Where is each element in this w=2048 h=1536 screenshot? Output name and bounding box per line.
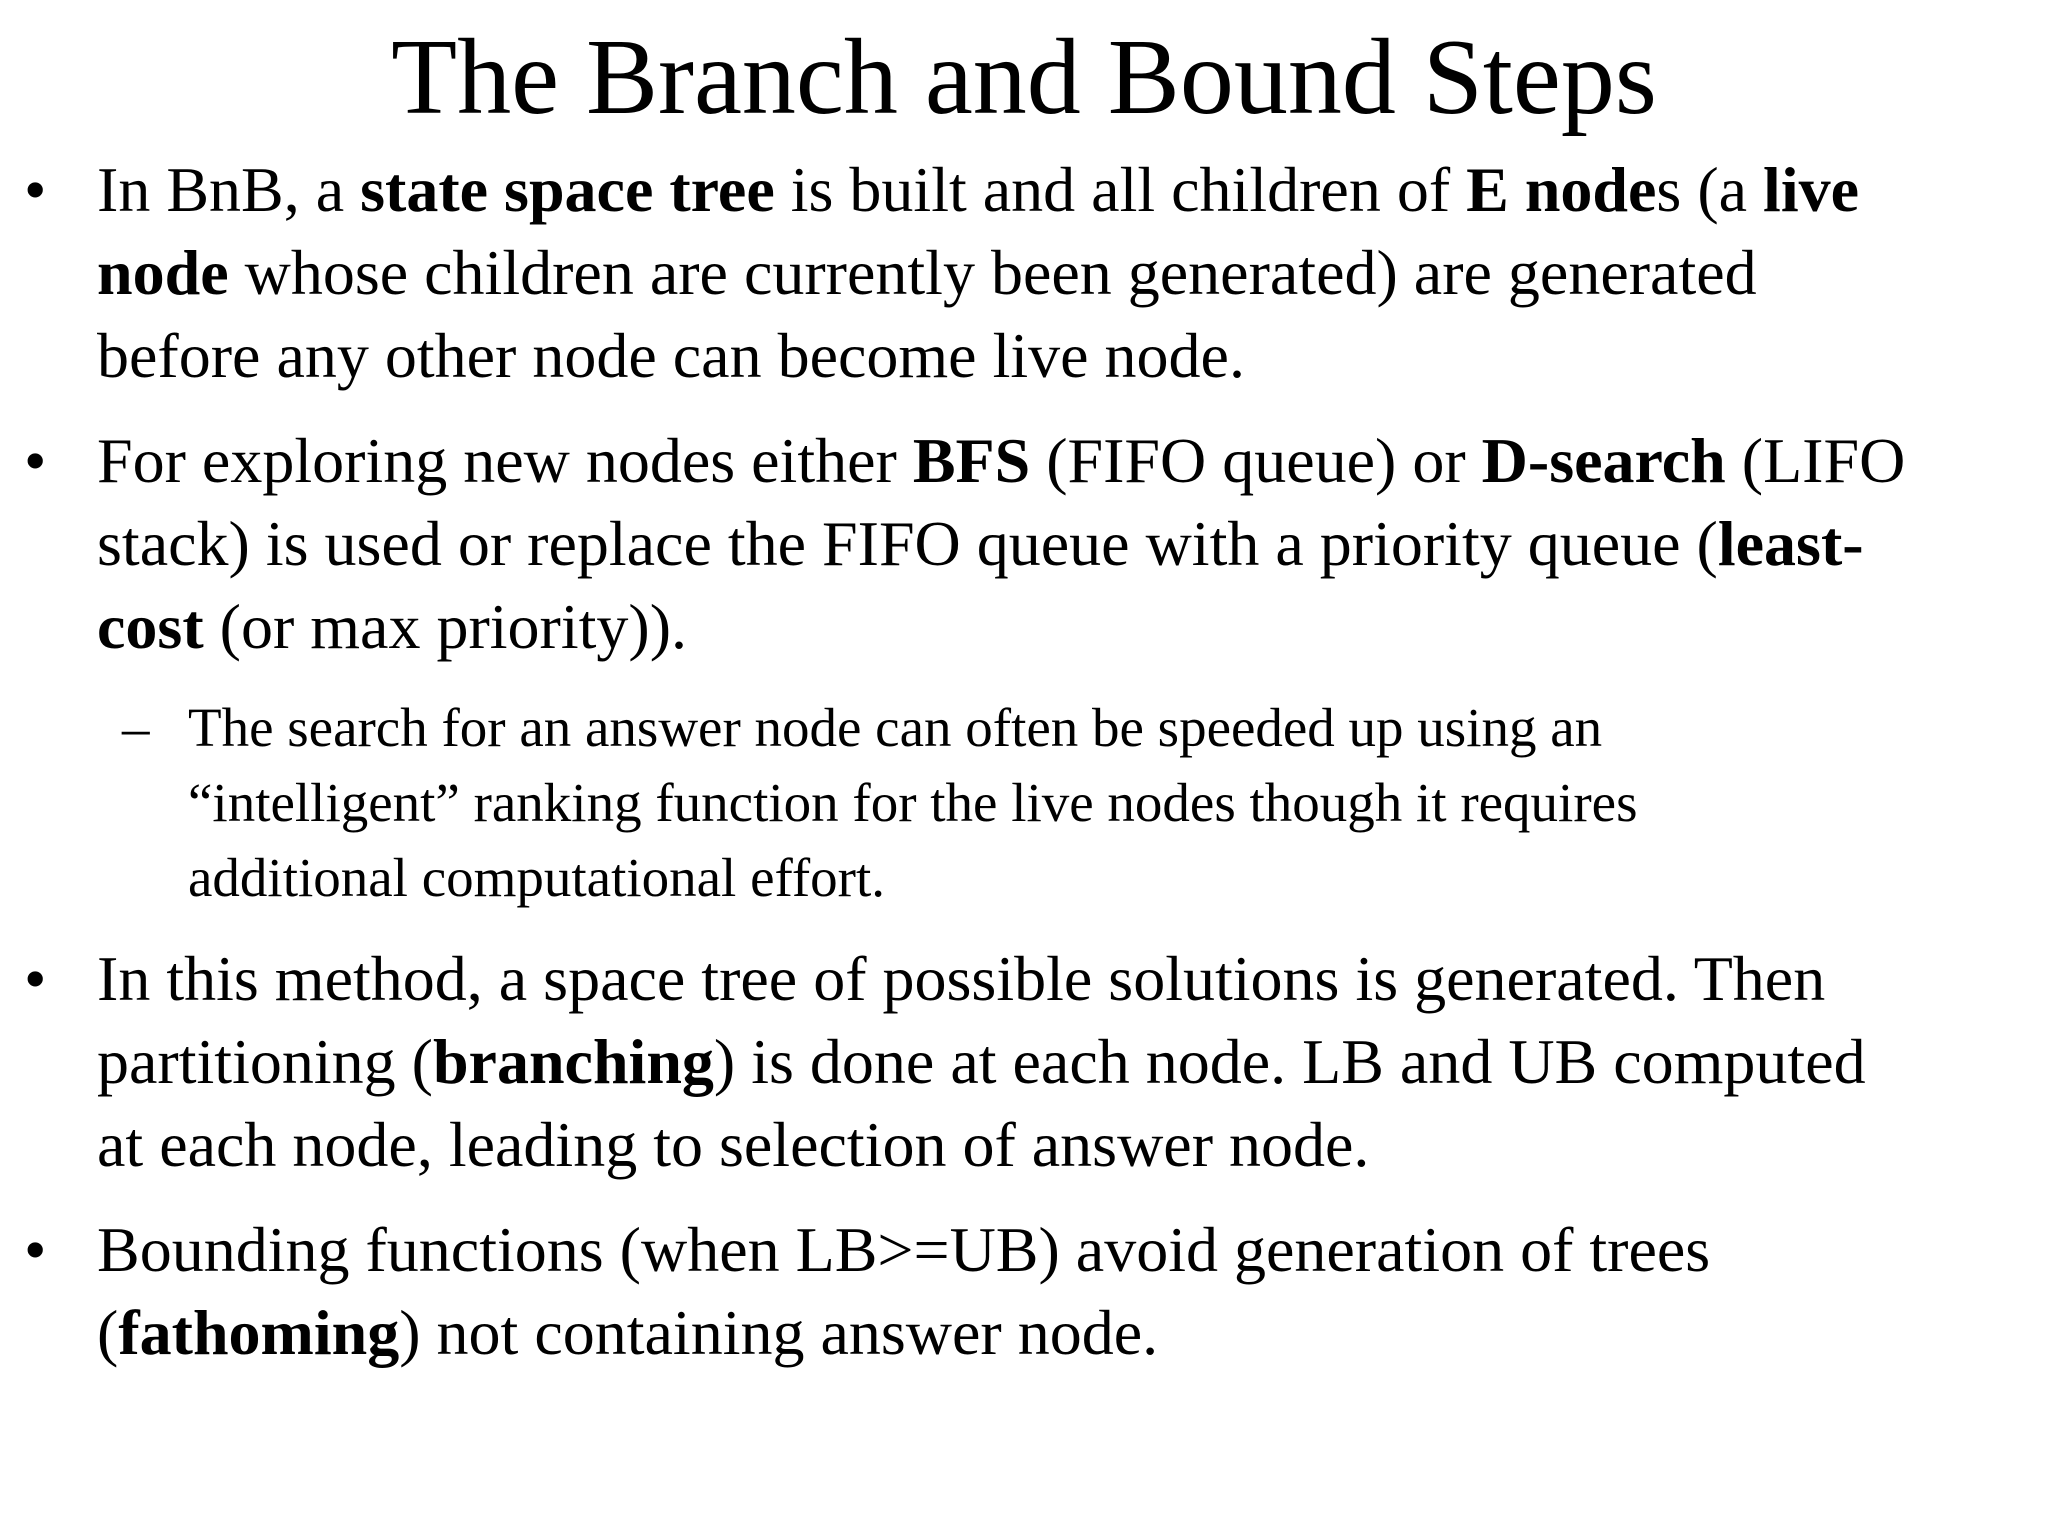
bold-text-run: state space tree: [360, 154, 775, 225]
bold-text-run: BFS: [912, 425, 1031, 496]
dash-icon: –: [122, 697, 150, 758]
bullet-item: [0, 937, 2048, 1186]
bullet-dot-icon: •: [24, 1214, 47, 1285]
sub-bullet-line: “intelligent” ranking function for the live nodes though it requires: [188, 772, 1638, 833]
text-run: is built and all children of: [774, 154, 1467, 225]
bullet-line: [97, 419, 2028, 502]
bullet-list: [0, 148, 2048, 1396]
bold-text-run: live: [1763, 154, 1859, 225]
bullet-line: [97, 585, 2028, 668]
text-run: before any other node can become live node.: [97, 320, 1245, 391]
text-run: at each node, leading to selection of answer node.: [97, 1109, 1370, 1180]
bullet-dot-icon: •: [24, 425, 47, 496]
text-run: whose children are currently been generated) are generated: [228, 237, 1757, 308]
text-run: In BnB, a: [97, 154, 361, 225]
bullet-line: [97, 148, 2028, 231]
bullet-line: [97, 1291, 2028, 1374]
bullet-dot-icon: •: [24, 943, 47, 1014]
bullet-line: [97, 1020, 2028, 1103]
bullet-line: [97, 314, 2028, 397]
text-run: partitioning (: [97, 1026, 433, 1097]
text-run: (or max priority)).: [203, 591, 688, 662]
text-run: stack) is used or replace the FIFO queue with a priority queue (: [97, 508, 1718, 579]
bold-text-run: cost: [97, 591, 204, 662]
bullet-line: [97, 1103, 2028, 1186]
text-run: For exploring new nodes either: [97, 425, 913, 496]
sub-bullet-line: The search for an answer node can often be speeded up using an: [188, 697, 1603, 758]
bold-text-run: D-search: [1481, 425, 1726, 496]
bullet-line: [97, 231, 2028, 314]
bold-text-run: least-: [1717, 508, 1864, 579]
bullet-item: [0, 148, 2048, 397]
bullet-dot-icon: •: [24, 154, 47, 225]
text-run: In this method, a space tree of possible solutions is generated. Then: [97, 943, 1826, 1014]
text-run: ) not containing answer node.: [399, 1297, 1159, 1368]
text-run: (: [97, 1297, 119, 1368]
bullet-line: [97, 937, 2028, 1020]
text-run: (LIFO: [1725, 425, 1906, 496]
bold-text-run: node: [97, 237, 229, 308]
slide-title: The Branch and Bound Steps: [391, 18, 1657, 137]
sub-bullet-item: [0, 690, 2048, 915]
bold-text-run: E node: [1466, 154, 1657, 225]
text-run: (FIFO queue) or: [1030, 425, 1482, 496]
bold-text-run: branching: [432, 1026, 714, 1097]
bullet-line: [97, 1208, 2028, 1291]
bullet-item: [0, 1208, 2048, 1374]
bullet-item: [0, 419, 2048, 668]
text-run: s (a: [1656, 154, 1764, 225]
text-run: ) is done at each node. LB and UB computed: [713, 1026, 1866, 1097]
bullet-line: [97, 502, 2028, 585]
bold-text-run: fathoming: [118, 1297, 400, 1368]
text-run: Bounding functions (when LB>=UB) avoid generation of trees: [97, 1214, 1711, 1285]
sub-bullet-line: additional computational effort.: [188, 847, 885, 908]
